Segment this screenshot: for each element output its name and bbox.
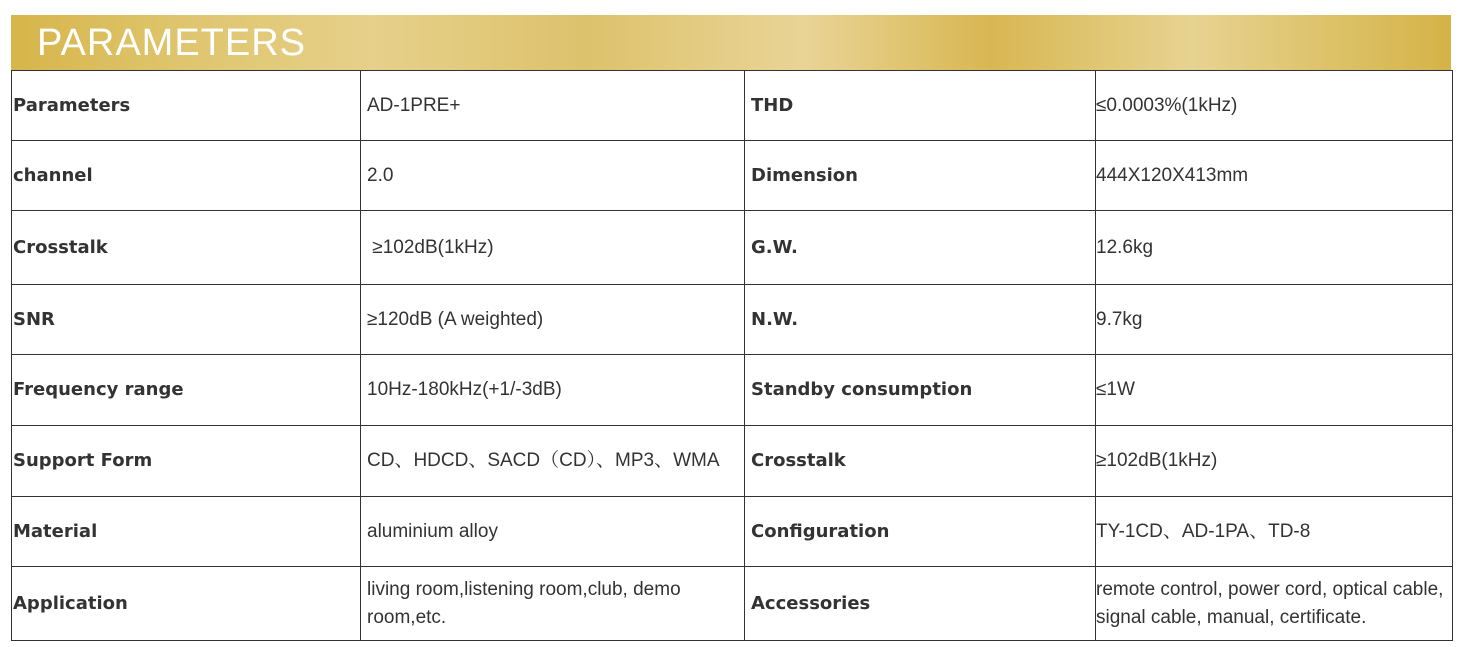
param-value: TY-1CD、AD-1PA、TD-8	[1096, 497, 1453, 567]
param-label: Material	[12, 497, 361, 567]
param-label: Dimension	[745, 141, 1096, 211]
page-title: PARAMETERS	[37, 22, 307, 64]
table-row	[12, 426, 1453, 497]
param-label: Crosstalk	[12, 211, 361, 285]
param-label: THD	[745, 71, 1096, 141]
param-label: Parameters	[12, 71, 361, 141]
param-value: aluminium alloy	[361, 497, 745, 567]
table-row	[12, 355, 1453, 426]
param-label: Frequency range	[12, 355, 361, 426]
param-value: CD、HDCD、SACD（CD）、MP3、WMA	[361, 426, 745, 497]
param-value: 444X120X413mm	[1096, 141, 1453, 211]
param-label: Standby consumption	[745, 355, 1096, 426]
table-row	[12, 141, 1453, 211]
param-label: channel	[12, 141, 361, 211]
param-label: Support Form	[12, 426, 361, 497]
table-row	[12, 211, 1453, 285]
param-label: Crosstalk	[745, 426, 1096, 497]
param-value: remote control, power cord, optical cable, signal cable, manual, certificate.	[1096, 567, 1453, 641]
param-label: G.W.	[745, 211, 1096, 285]
param-value: 2.0	[361, 141, 745, 211]
table-row	[12, 71, 1453, 141]
param-label: Configuration	[745, 497, 1096, 567]
param-value: AD-1PRE+	[361, 71, 745, 141]
table-row	[12, 567, 1453, 641]
param-label: SNR	[12, 285, 361, 355]
param-value: ≤1W	[1096, 355, 1453, 426]
param-value: 9.7kg	[1096, 285, 1453, 355]
param-value: ≥102dB(1kHz)	[361, 211, 745, 285]
param-value: 10Hz-180kHz(+1/-3dB)	[361, 355, 745, 426]
param-value: 12.6kg	[1096, 211, 1453, 285]
param-value: ≥102dB(1kHz)	[1096, 426, 1453, 497]
param-value: ≥120dB (A weighted)	[361, 285, 745, 355]
parameters-banner	[11, 15, 1451, 70]
param-label: Accessories	[745, 567, 1096, 641]
param-label: N.W.	[745, 285, 1096, 355]
param-value: ≤0.0003%(1kHz)	[1096, 71, 1453, 141]
parameters-table	[11, 70, 1453, 641]
table-row	[12, 285, 1453, 355]
table-row	[12, 497, 1453, 567]
param-label: Application	[12, 567, 361, 641]
param-value: living room,listening room,club, demo room,etc.	[361, 567, 745, 641]
